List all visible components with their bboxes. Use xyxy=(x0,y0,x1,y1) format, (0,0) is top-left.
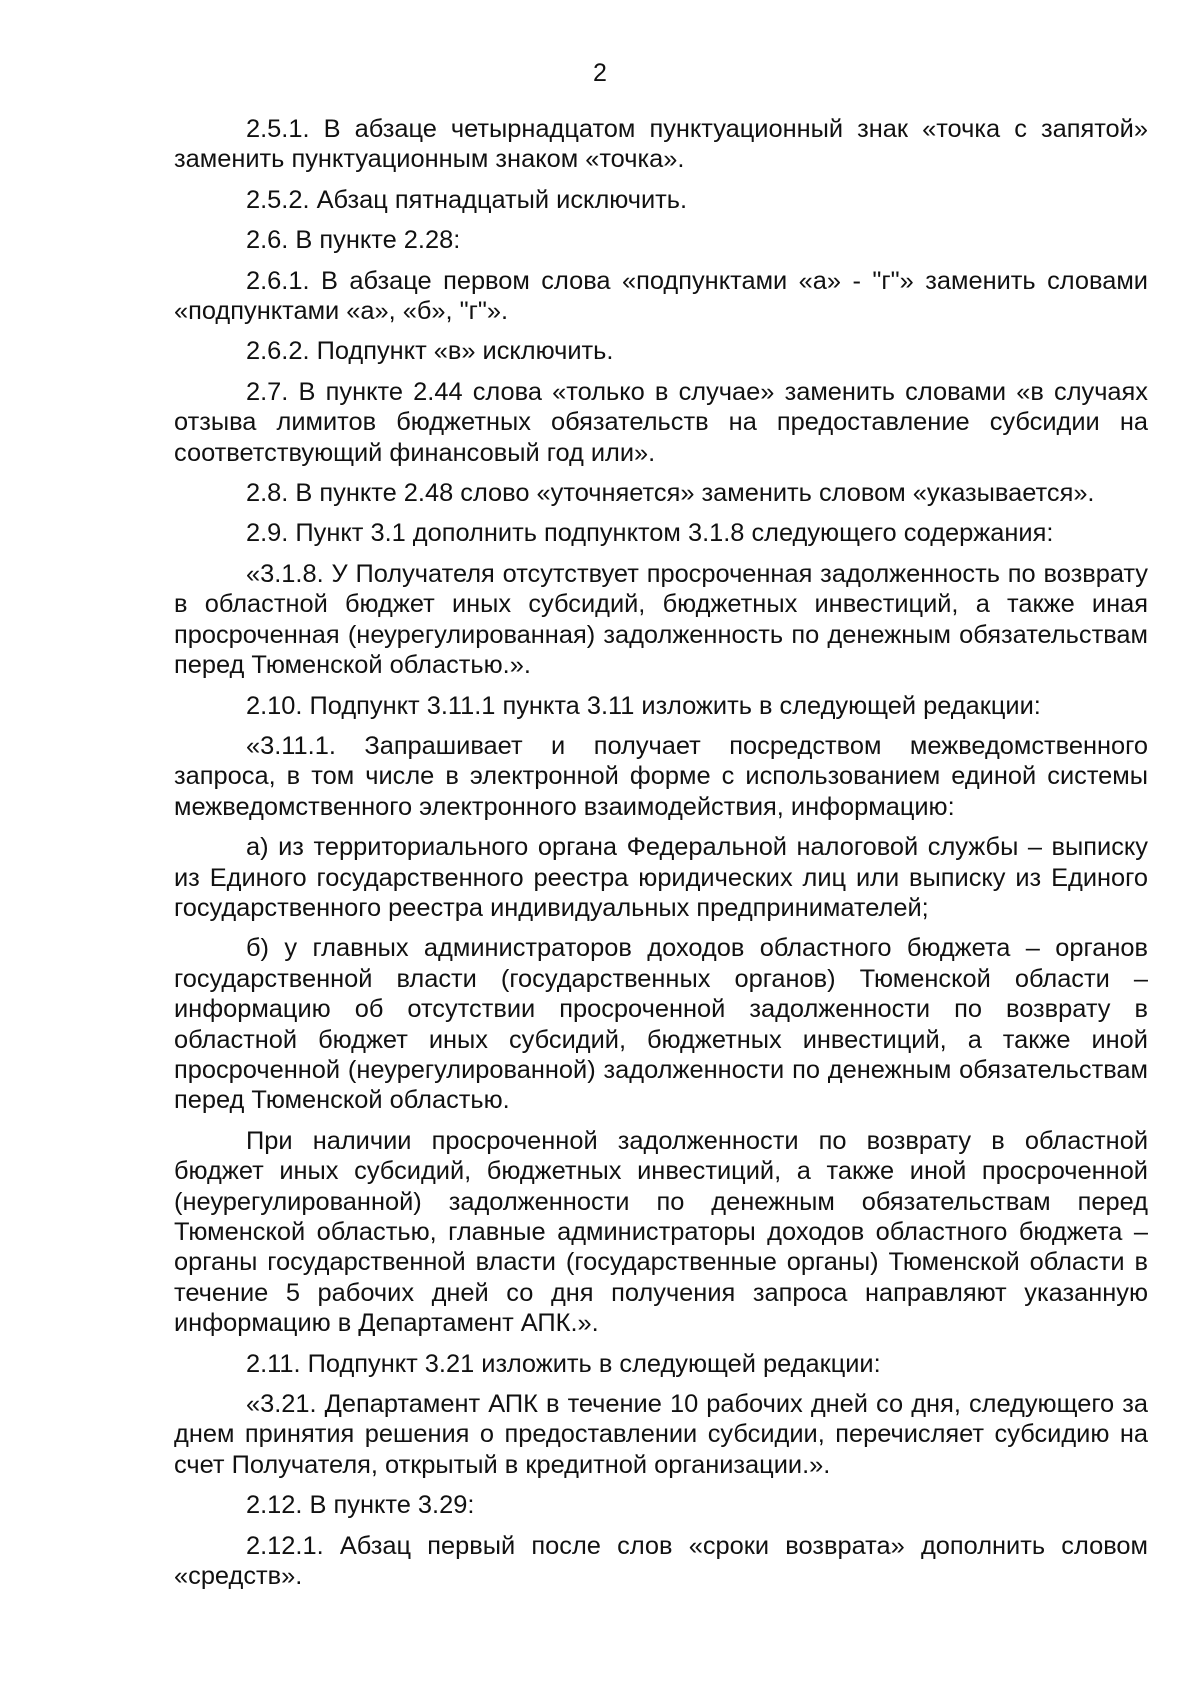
paragraph-item-a: а) из территориального органа Федеральной налоговой службы – выписку из Единого государственного реестра юридических лиц или выписку из Единого государственного реестра индивидуальных предпринимателей; xyxy=(174,833,1148,922)
paragraph-2-6-2: 2.6.2. Подпункт «в» исключить. xyxy=(246,337,614,366)
paragraph-2-9: 2.9. Пункт 3.1 дополнить подпунктом 3.1.8 следующего содержания: xyxy=(246,519,1054,548)
paragraph-3-1-8-quote: «3.1.8. У Получателя отсутствует просроченная задолженность по возврату в областной бюджет иных субсидий, бюджетных инвестиций, а также иная просроченная (неурегулированная) задолженность по денежным обязательствам перед Тюменской областью.». xyxy=(174,559,1148,680)
paragraph-item-b: б) у главных администраторов доходов областного бюджета – органов государственной власти (государственных органов) Тюменской области – информацию об отсутствии просроченной задолженности по возврату в областной бюджет иных субсидий, бюджетных инвестиций, а также иной просроченной (неурегулированной) задолженности по денежным обязательствам перед Тюменской областью. xyxy=(174,934,1148,1115)
paragraph-2-11: 2.11. Подпункт 3.21 изложить в следующей редакции: xyxy=(246,1349,881,1378)
paragraph-2-5-2: 2.5.2. Абзац пятнадцатый исключить. xyxy=(246,185,688,214)
paragraph-2-6: 2.6. В пункте 2.28: xyxy=(246,226,461,255)
paragraph-2-12-1: 2.12.1. Абзац первый после слов «сроки возврата» дополнить словом «средств». xyxy=(174,1531,1148,1591)
paragraph-overdue-debt: При наличии просроченной задолженности по возврату в областной бюджет иных субсидий, бюджетных инвестиций, а также иной просроченной (неурегулированной) задолженности по денежным обязательствам перед Тюменской областью, главные администраторы доходов областного бюджета – органы государственной власти (государственные органы) Тюменской области в течение 5 рабочих дней со дня получения запроса направляют указанную информацию в Департамент АПК.». xyxy=(174,1126,1148,1338)
paragraph-2-7: 2.7. В пункте 2.44 слова «только в случае» заменить словами «в случаях отзыва лимитов бюджетных обязательств на предоставление субсидии на соответствующий финансовый год или». xyxy=(174,377,1148,467)
paragraph-2-12: 2.12. В пункте 3.29: xyxy=(246,1491,475,1520)
paragraph-3-21-quote: «3.21. Департамент АПК в течение 10 рабочих дней со дня, следующего за днем принятия решения о предоставлении субсидии, перечисляет субсидию на счет Получателя, открытый в кредитной организации.». xyxy=(174,1390,1148,1479)
paragraph-2-6-1: 2.6.1. В абзаце первом слова «подпунктами «а» - "г"» заменить словами «подпунктами «а», «б», "г"». xyxy=(174,266,1148,326)
document-body xyxy=(174,114,1148,1601)
paragraph-2-10: 2.10. Подпункт 3.11.1 пункта 3.11 изложить в следующей редакции: xyxy=(246,691,1041,720)
page-number: 2 xyxy=(593,59,607,87)
paragraph-2-5-1: 2.5.1. В абзаце четырнадцатом пунктуационный знак «точка с запятой» заменить пунктуационным знаком «точка». xyxy=(174,115,1148,174)
paragraph-3-11-1-quote: «3.11.1. Запрашивает и получает посредством межведомственного запроса, в том числе в электронной форме с использованием единой системы межведомственного электронного взаимодействия, информацию: xyxy=(174,731,1148,821)
paragraph-2-8: 2.8. В пункте 2.48 слово «уточняется» заменить словом «указывается». xyxy=(246,479,1095,508)
